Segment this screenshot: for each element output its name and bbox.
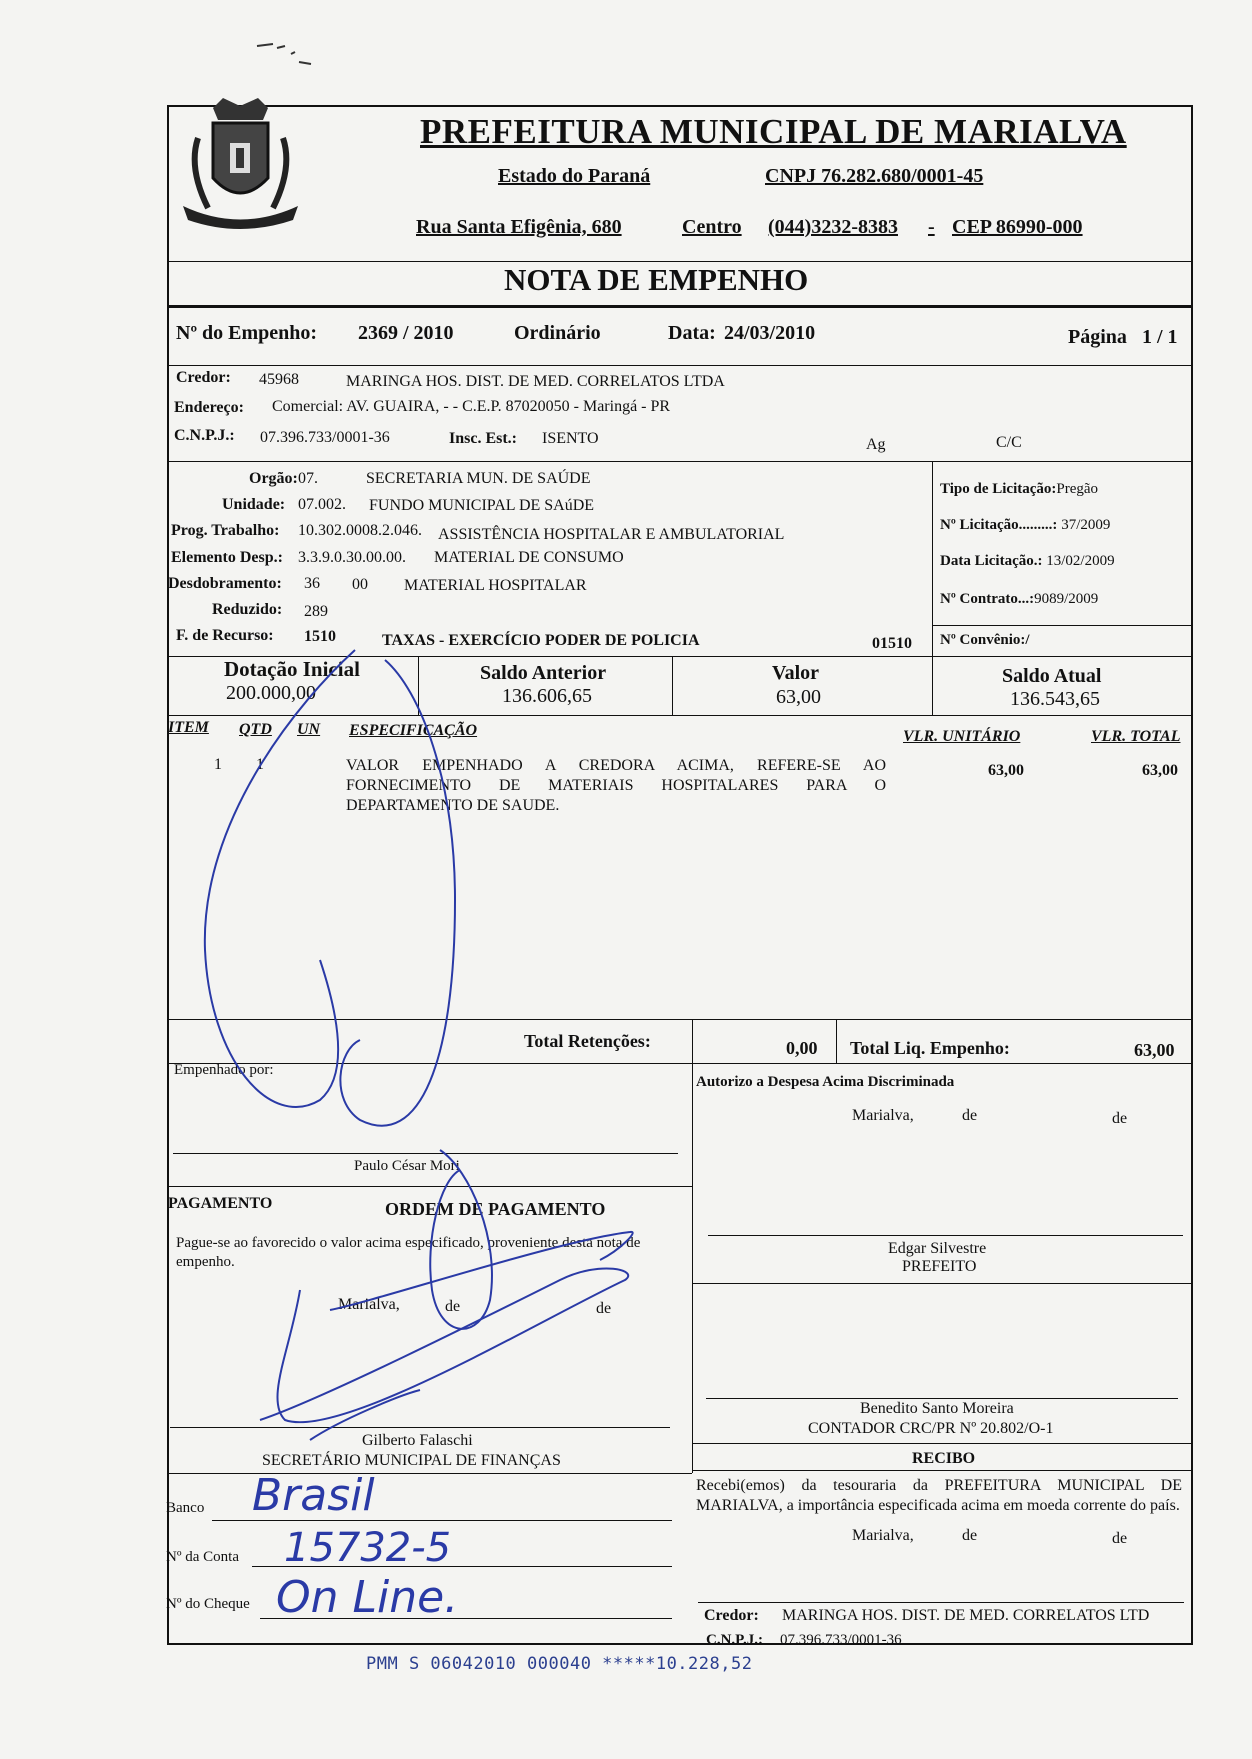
saldo-atual-value: 136.543,65 [1010,688,1100,710]
divider [692,1443,1193,1444]
secretario-title: SECRETÁRIO MUNICIPAL DE FINANÇAS [262,1452,561,1469]
prog-value: ASSISTÊNCIA HOSPITALAR E AMBULATORIAL [438,526,785,543]
divider [167,305,1193,308]
coat-of-arms-icon [168,98,313,238]
date-label: Data: [668,322,716,344]
liquido-value: 63,00 [1134,1040,1175,1060]
recibo-credor-label: Credor: [704,1607,759,1624]
cheque-handwritten: On Line. [276,1572,459,1623]
cnpj-field-label: C.N.P.J.: [174,427,235,444]
date-value: 24/03/2010 [724,322,816,344]
cnpj-label: CNPJ 76.282.680/0001-45 [765,165,984,187]
recibo-cnpj: 07.396.733/0001-36 [780,1632,902,1648]
cheque-label: Nº do Cheque [166,1596,250,1612]
desd-code1: 36 [304,575,320,592]
phone-label: (044)3232-8383 [768,216,898,238]
secretario-name: Gilberto Falaschi [362,1432,473,1449]
item-unit: 63,00 [988,762,1024,779]
unidade-value: FUNDO MUNICIPAL DE SAúDE [369,497,595,514]
autorizo-de-1: de [962,1107,978,1124]
item-spec: VALOR EMPENHADO A CREDORA ACIMA, REFERE-SE AO FORNECIMENTO DE MATERIAIS HOSPITALARES PARA O DEPARTAMENTO DE SAUDE. [346,757,886,814]
pagamento-city: Marialva, [338,1296,400,1313]
address-label: Rua Santa Efigênia, 680 [416,216,622,238]
reduzido-label: Reduzido: [212,601,283,618]
empenhado-label: Empenhado por: [174,1062,274,1078]
divider [167,365,1193,366]
cc-label: C/C [996,434,1022,451]
document-title: NOTA DE EMPENHO [504,262,809,297]
recurso-label: F. de Recurso: [176,627,274,644]
empenho-number: 2369 / 2010 [358,322,454,344]
convenio-label: Nº Convênio:/ [940,632,1030,648]
divider [167,715,1193,716]
conta-handwritten: 15732-5 [284,1525,452,1571]
recibo-city: Marialva, [852,1527,914,1544]
retencoes-value: 0,00 [786,1038,818,1058]
item-qtd: 1 [256,756,264,773]
recibo-title: RECIBO [912,1450,976,1467]
pagamento-text: Pague-se ao favorecido o valor acima especificado, proveniente desta nota de empenho. [176,1235,641,1270]
signature-line [708,1235,1183,1236]
licitacao-number-label: Nº Licitação.........: 37/2009 [940,517,1111,533]
address-field-label: Endereço: [174,399,244,416]
insc-value: ISENTO [542,430,599,447]
dotacao-value: 200.000,00 [226,682,316,704]
divider [167,1473,692,1474]
credor-code: 45968 [259,371,299,388]
scan-mark [255,40,315,68]
recurso-value: TAXAS - EXERCÍCIO PODER DE POLICIA [382,632,700,649]
divider [932,625,1193,626]
cnpj-value: 07.396.733/0001-36 [260,429,390,446]
divider [167,1063,1193,1064]
divider [692,1019,693,1063]
insc-label: Insc. Est.: [449,430,518,447]
signature-line [698,1602,1184,1603]
conta-label: Nº da Conta [166,1549,239,1565]
unidade-code: 07.002. [298,496,346,513]
state-label: Estado do Paraná [498,165,651,187]
pagamento-de-1: de [445,1298,461,1315]
recibo-cnpj-label: C.N.P.J.: [706,1632,763,1648]
col-item: ITEM [168,719,209,736]
divider [418,656,419,715]
retencoes-label: Total Retenções: [524,1031,651,1051]
orgao-value: SECRETARIA MUN. DE SAÚDE [366,470,591,487]
licitacao-date-label: Data Licitação.: 13/02/2009 [940,553,1115,569]
desd-value: MATERIAL HOSPITALAR [404,577,587,594]
saldo-anterior-label: Saldo Anterior [480,662,607,684]
address-value: Comercial: AV. GUAIRA, - - C.E.P. 87020050 - Maringá - PR [272,398,671,415]
pagamento-de-2: de [596,1300,612,1317]
desd-code2: 00 [352,576,368,593]
col-unit: VLR. UNITÁRIO [903,728,1021,745]
dotacao-label: Dotação Inicial [224,657,360,681]
cep-label: CEP 86990-000 [952,216,1083,238]
page-label: Página [1068,326,1127,348]
recurso-code2: 01510 [872,635,912,652]
banco-label: Banco [166,1500,205,1516]
credor-name: MARINGA HOS. DIST. DE MED. CORRELATOS LTDA [346,373,725,390]
divider [167,1186,692,1187]
recibo-credor: MARINGA HOS. DIST. DE MED. CORRELATOS LTD [782,1607,1150,1624]
divider [932,656,933,715]
unidade-label: Unidade: [222,496,286,513]
autorizo-city: Marialva, [852,1107,914,1124]
divider [692,1470,1193,1471]
orgao-code: 07. [298,470,318,487]
col-spec: ESPECIFICAÇÃO [349,722,478,739]
signature-line [173,1153,678,1154]
prefeito-name: Edgar Silvestre [888,1240,987,1257]
divider [167,1019,1193,1020]
reduzido-value: 289 [304,603,328,620]
recibo-de-1: de [962,1527,978,1544]
page-number: 1 / 1 [1142,326,1178,348]
elem-label: Elemento Desp.: [171,549,283,566]
signature-line [706,1398,1178,1399]
ag-label: Ag [866,436,886,453]
empenho-number-label: Nº do Empenho: [176,322,318,344]
autorizo-label: Autorizo a Despesa Acima Discriminada [696,1074,955,1090]
separator-text: - [928,216,935,238]
ordem-label: ORDEM DE PAGAMENTO [385,1199,606,1219]
district-label: Centro [682,216,742,238]
banco-handwritten: Brasil [252,1470,375,1521]
recurso-code: 1510 [304,628,336,645]
divider [932,461,933,657]
item-number: 1 [214,756,222,773]
col-total: VLR. TOTAL [1091,728,1181,745]
recibo-text: Recebi(emos) da tesouraria da PREFEITURA MUNICIPAL DE MARIALVA, a importância especificada acima em moeda corrente do país. [696,1477,1182,1514]
saldo-anterior-value: 136.606,65 [502,685,592,707]
col-qtd: QTD [239,721,272,738]
prog-label: Prog. Trabalho: [171,522,280,539]
valor-label: Valor [772,662,820,684]
col-un: UN [297,721,321,738]
orgao-label: Orgão: [249,470,298,487]
licitacao-type-label: Tipo de Licitação:Pregão [940,481,1099,497]
elem-value: MATERIAL DE CONSUMO [434,549,624,566]
autorizo-de-2: de [1112,1110,1128,1127]
divider [167,461,1193,462]
item-total: 63,00 [1142,762,1178,779]
saldo-atual-label: Saldo Atual [1002,665,1102,687]
page-title: PREFEITURA MUNICIPAL DE MARIALVA [420,112,1127,151]
empenhado-name: Paulo César Mori [354,1158,460,1174]
recibo-de-2: de [1112,1530,1128,1547]
pagamento-label: PAGAMENTO [168,1195,273,1212]
divider [836,1019,837,1063]
contrato-label: Nº Contrato...:9089/2009 [940,591,1099,607]
credor-label: Credor: [176,369,231,386]
valor-value: 63,00 [776,686,821,708]
empenho-type: Ordinário [514,322,601,344]
divider [672,656,673,715]
signature-line [170,1427,670,1428]
payment-stamp: PMM S 06042010 000040 *****10.228,52 [366,1654,753,1674]
contador-title: CONTADOR CRC/PR Nº 20.802/O-1 [808,1420,1054,1437]
divider [692,1283,1193,1284]
prog-code: 10.302.0008.2.046. [298,522,422,539]
desd-label: Desdobramento: [168,575,282,592]
contador-name: Benedito Santo Moreira [860,1400,1014,1417]
liquido-label: Total Liq. Empenho: [850,1038,1010,1058]
divider [692,1063,693,1473]
prefeito-title: PREFEITO [902,1258,977,1275]
elem-code: 3.3.9.0.30.00.00. [298,549,406,566]
